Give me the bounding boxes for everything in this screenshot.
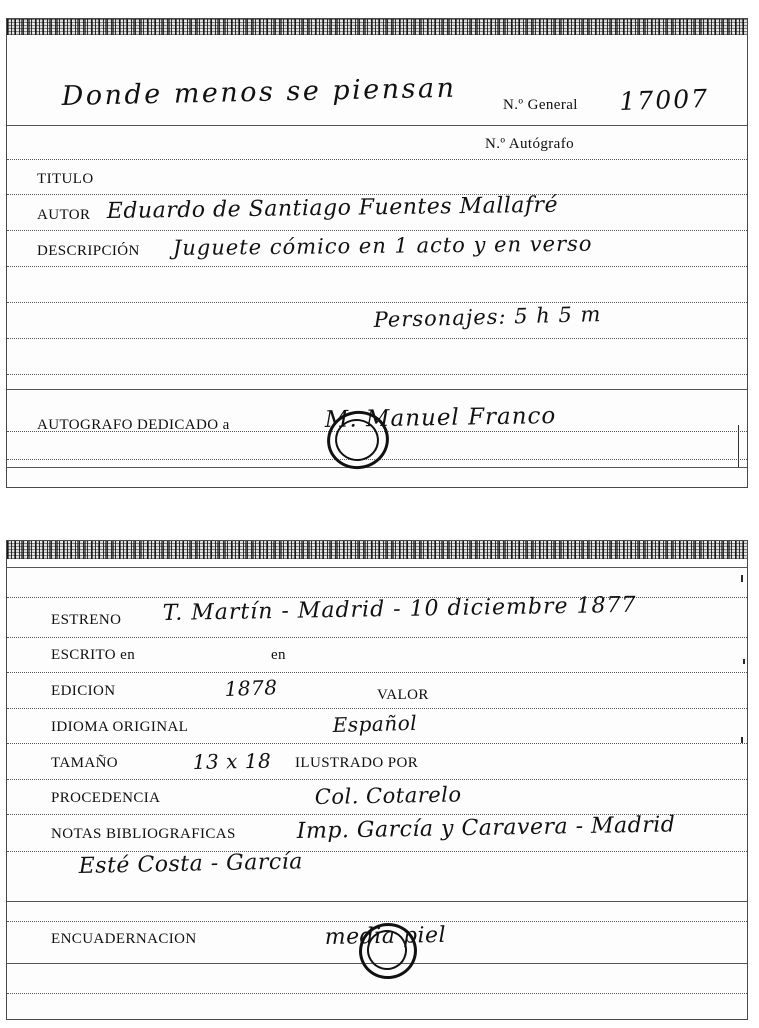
field-value-tamano: 13 x 18 xyxy=(192,748,272,774)
field-label-autografo-dedicado: AUTOGRAFO DEDICADO a xyxy=(37,417,230,433)
card-rule xyxy=(7,851,747,852)
field-label-edicion: EDICION xyxy=(51,683,116,699)
card-rule xyxy=(7,567,747,568)
scan-edge-speck xyxy=(741,575,743,582)
card-title-handwritten: Donde menos se piensan xyxy=(61,72,457,112)
card-rule xyxy=(7,672,747,673)
field-value-idioma-original: Español xyxy=(332,710,418,737)
margin-tick xyxy=(738,425,739,467)
field-label-valor: VALOR xyxy=(377,687,429,703)
field-label-escrito-en: ESCRITO en xyxy=(51,647,136,663)
card-rule xyxy=(7,779,747,780)
catalogue-card-bottom xyxy=(6,540,748,1020)
scan-noise-band-bottom xyxy=(7,541,747,559)
general-number-label: N.º General xyxy=(503,97,578,113)
field-value-estreno: T. Martín - Madrid - 10 diciembre 1877 xyxy=(162,592,637,626)
field-label-encuadernacion: ENCUADERNACION xyxy=(51,931,197,947)
field-value-autor: Eduardo de Santiago Fuentes Mallafré xyxy=(106,192,559,224)
field-value-procedencia: Col. Cotarelo xyxy=(314,782,462,809)
field-value-descripcion: Juguete cómico en 1 acto y en verso xyxy=(172,231,593,260)
field-value-autografo-dedicado: M. Manuel Franco xyxy=(324,402,557,433)
card-rule xyxy=(7,993,747,994)
field-label-idioma-original: IDIOMA ORIGINAL xyxy=(51,719,189,735)
card-rule xyxy=(7,125,747,126)
field-label-estreno: ESTRENO xyxy=(51,612,122,628)
card-rule xyxy=(7,708,747,709)
field-value-notas-continuacion: Esté Costa - García xyxy=(78,849,304,879)
field-label-tamano: TAMAÑO xyxy=(51,755,119,771)
card-rule xyxy=(7,901,747,902)
card-rule xyxy=(7,266,747,267)
scan-edge-speck xyxy=(743,659,745,664)
field-label-autor: AUTOR xyxy=(37,207,91,223)
scan-noise-band-top xyxy=(7,19,747,35)
card-rule xyxy=(7,743,747,744)
field-value-notas-bibliograficas: Imp. García y Caravera - Madrid xyxy=(296,812,676,844)
catalogue-card-top xyxy=(6,18,748,488)
autograph-number-label: N.º Autógrafo xyxy=(485,136,575,152)
card-rule xyxy=(7,389,747,390)
field-value-personajes: Personajes: 5 h 5 m xyxy=(373,302,602,332)
field-value-edicion: 1878 xyxy=(224,675,278,701)
field-label-ilustrado-por: ILUSTRADO POR xyxy=(295,755,419,771)
scan-edge-speck xyxy=(741,737,743,743)
card-rule xyxy=(7,637,747,638)
card-rule xyxy=(7,921,747,922)
field-label-procedencia: PROCEDENCIA xyxy=(51,790,161,806)
card-rule xyxy=(7,302,747,303)
card-rule xyxy=(7,467,747,468)
card-rule xyxy=(7,159,747,160)
card-rule xyxy=(7,230,747,231)
field-value-escrito-en: en xyxy=(271,647,286,663)
field-value-encuadernacion: media piel xyxy=(324,922,447,950)
card-rule xyxy=(7,374,747,375)
card-rule xyxy=(7,338,747,339)
field-label-titulo: TITULO xyxy=(37,171,94,187)
field-label-descripcion: DESCRIPCIÓN xyxy=(37,243,140,259)
field-label-notas-bibliograficas: NOTAS BIBLIOGRAFICAS xyxy=(51,826,236,842)
general-number-value: 17007 xyxy=(618,83,710,116)
